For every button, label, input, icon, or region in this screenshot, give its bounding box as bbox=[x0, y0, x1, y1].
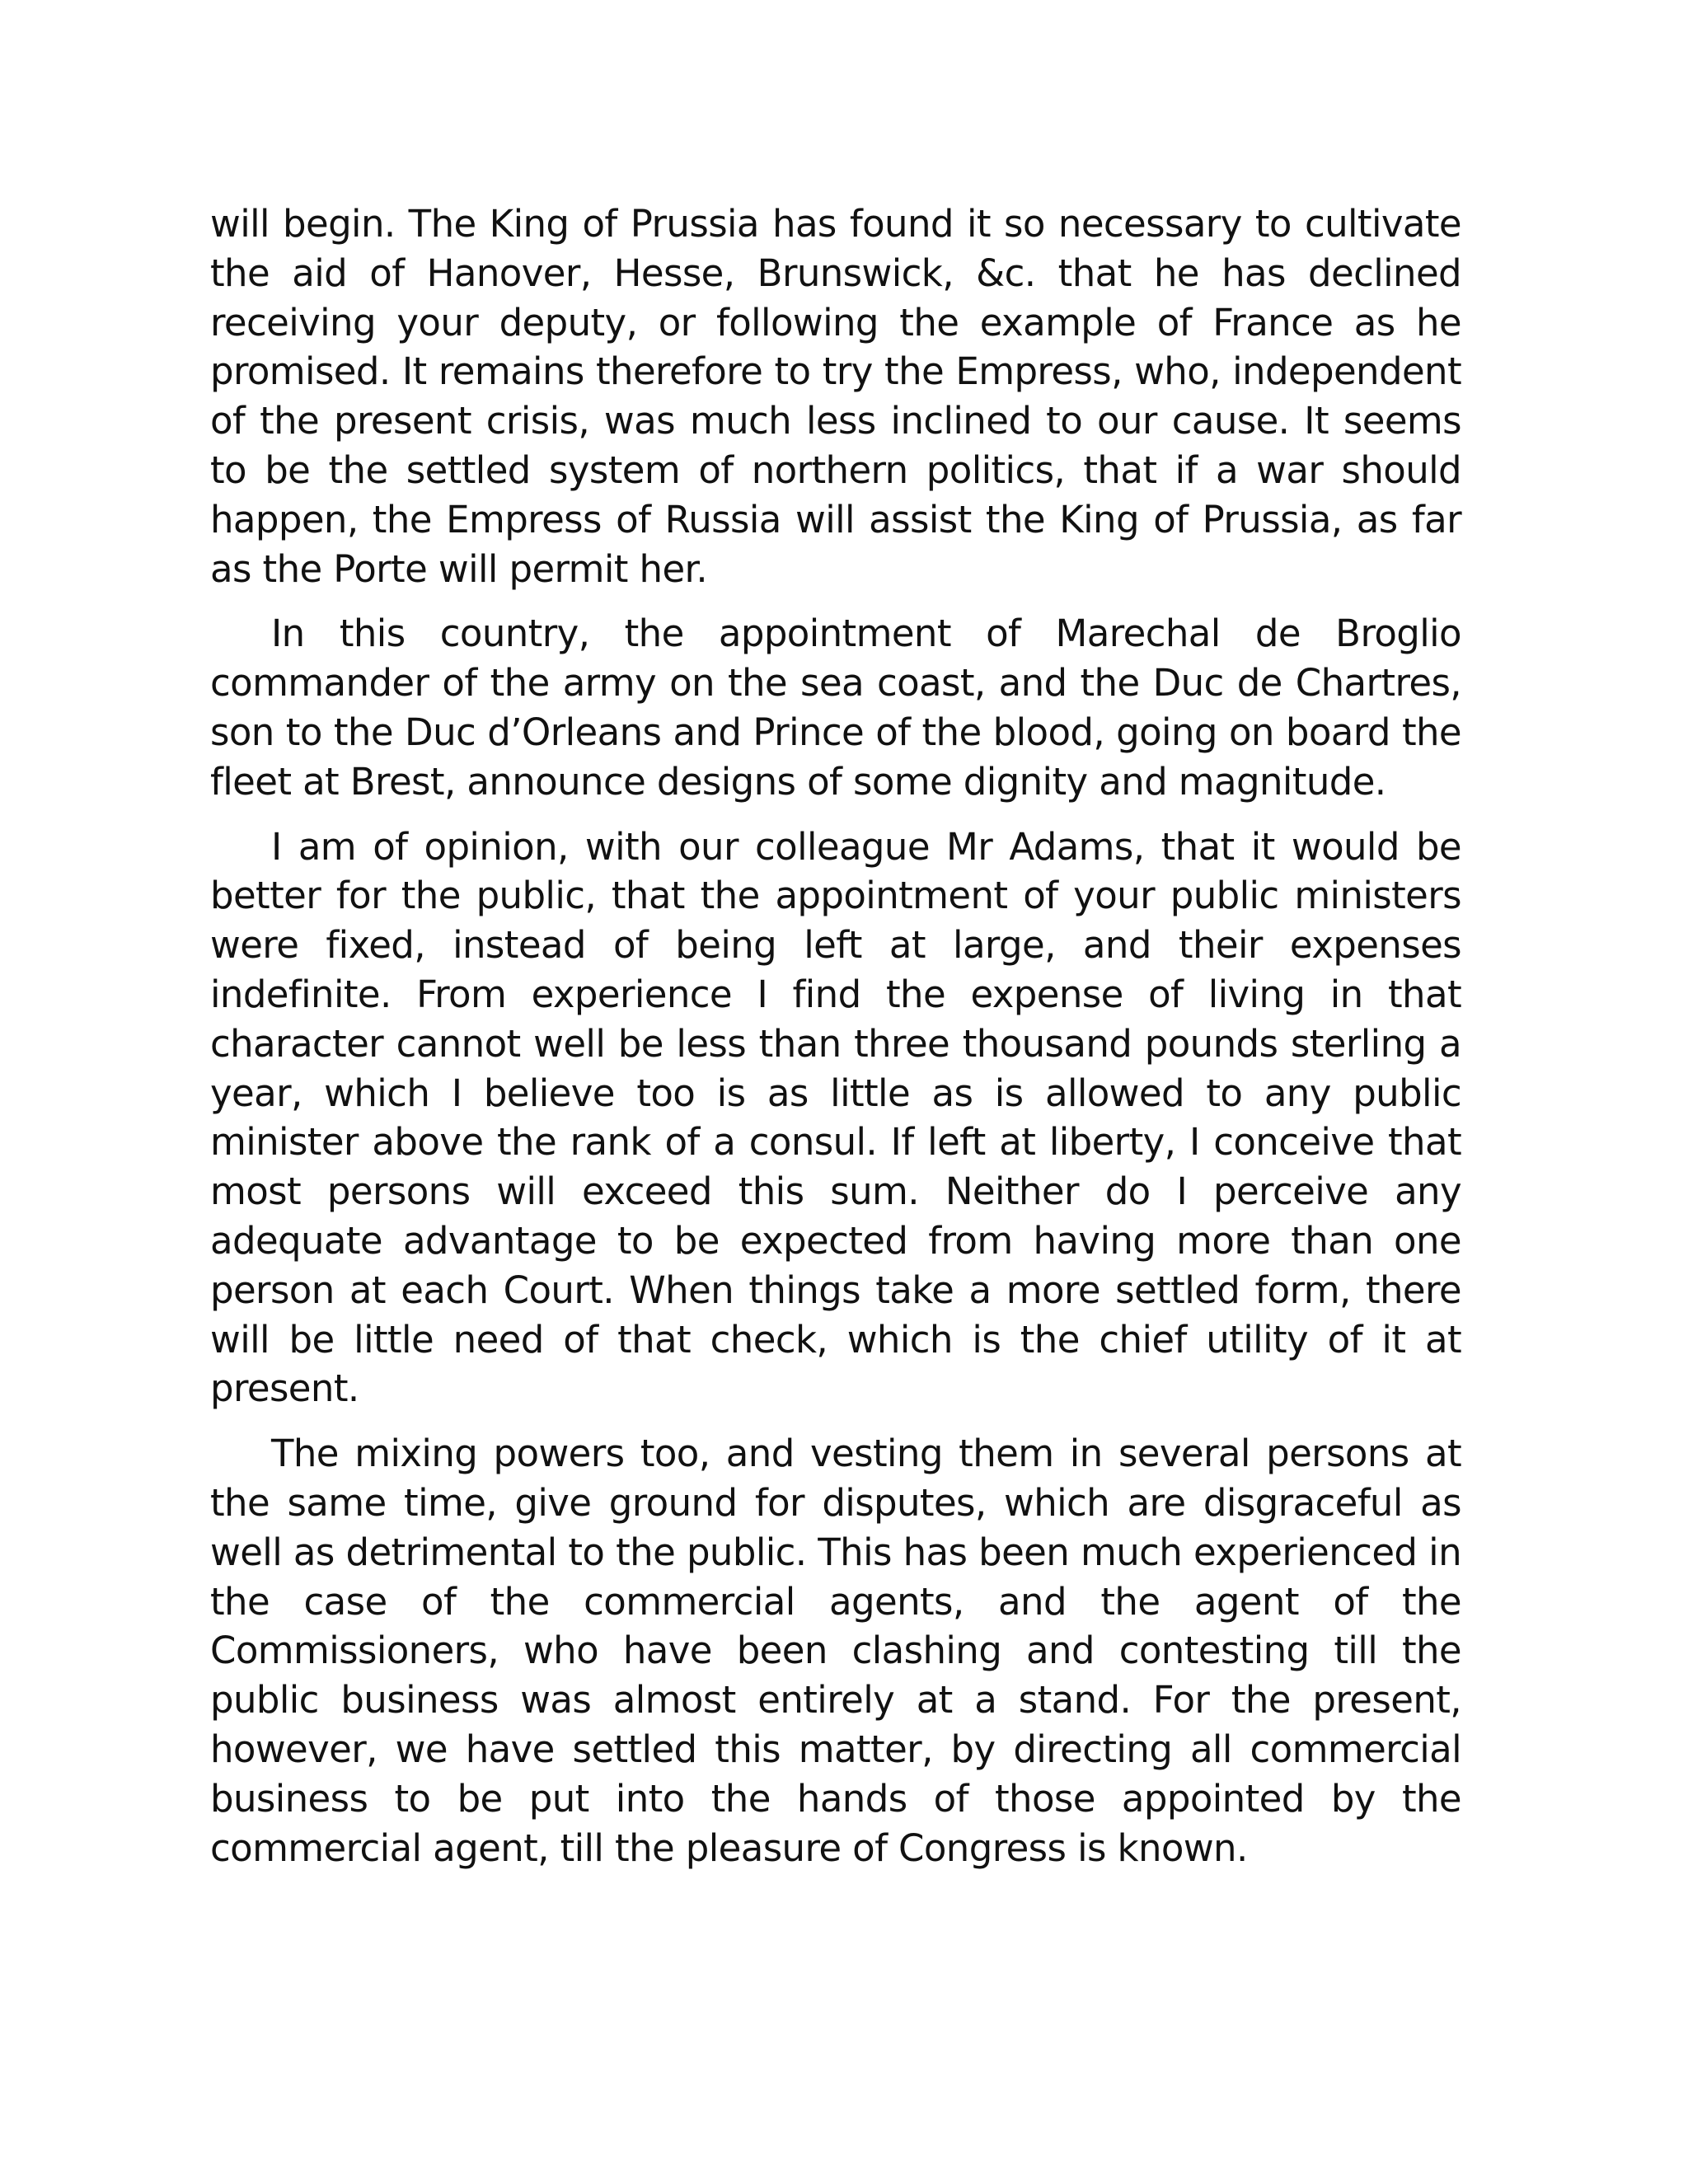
paragraph-3: I am of opinion, with our colleague Mr Adams, that it would be better for the public, that the appointment of your public ministers were fixed, instead of being left at large, and their expenses indefinite. From experience I find the expense of living in that character cannot well be less than three thousand pounds sterling a year, which I believe too is as little as is allowed to any public minister above the rank of a consul. If left at liberty, I conceive that most persons will exceed this sum. Neither do I perceive any adequate advantage to be expected from having more than one person at each Court. When things take a more settled form, there will be little need of that check, which is the chief utility of it at present. bbox=[210, 824, 1461, 1411]
body-text bbox=[210, 199, 1461, 1872]
paragraph-2: In this country, the appointment of Marechal de Broglio commander of the army on the sea coast, and the Duc de Chartres, son to the Duc d’Orleans and Prince of the blood, going on board the fleet at Brest, announce designs of some dignity and magnitude. bbox=[210, 612, 1461, 804]
paragraph-4: The mixing powers too, and vesting them in several persons at the same time, give ground for disputes, which are disgraceful as well as detrimental to the public. This has been much experienced in the case of the commercial agents, and the agent of the Commissioners, who have been clashing and contesting till the public business was almost entirely at a stand. For the present, however, we have settled this matter, by directing all commercial business to be put into the hands of those appointed by the commercial agent, till the pleasure of Congress is known. bbox=[210, 1432, 1461, 1870]
paragraph-1: will begin. The King of Prussia has found it so necessary to cultivate the aid of Hanover, Hesse, Brunswick, &c. that he has declined receiving your deputy, or following the example of France as he promised. It remains therefore to try the Empress, who, independent of the present crisis, was much less inclined to our cause. It seems to be the settled system of northern politics, that if a war should happen, the Empress of Russia will assist the King of Prussia, as far as the Porte will permit her. bbox=[210, 202, 1461, 591]
